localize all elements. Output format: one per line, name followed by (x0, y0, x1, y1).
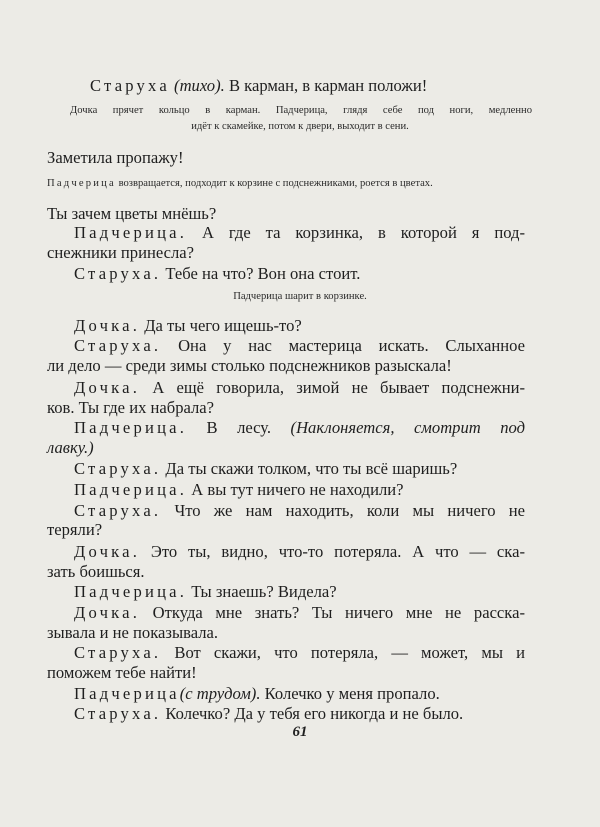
speaker: Старуха (90, 76, 170, 95)
line-5: Старуха. Тебе на что? Вон она стоит. (74, 264, 361, 283)
direction-2: Падчерица возвращается, подходит к корзине с подснежниками, роется в цветах. (47, 178, 433, 189)
line-4b: снежники принесла? (47, 243, 195, 262)
speaker: Падчерица (47, 178, 116, 189)
line-8b: ков. Ты где их набрала? (47, 398, 215, 417)
line-15b: зывала и не показывала. (47, 623, 219, 642)
stage-direction: (тихо). (174, 76, 225, 95)
line-12b: теряли? (47, 520, 103, 539)
direction-1a: Дочка прячет кольцо в карман. Падчерица, глядя себе под ноги, медленно (70, 105, 532, 116)
stage-direction: (Наклоняется, смотрит под (290, 418, 525, 437)
line-1 (90, 78, 427, 95)
line-8: Дочка. А ещё говорила, зимой не бывает подснежни- (74, 378, 525, 397)
line-14: Падчерица. Ты знаешь? Видела? (74, 582, 337, 601)
page-number: 61 (292, 724, 308, 740)
line-4: Падчерица. А где та корзинка, в которой я под- (74, 223, 525, 242)
speaker: Дочка. (74, 542, 141, 561)
speaker: Старуха. (74, 264, 162, 283)
line-6: Дочка. Да ты чего ищешь-то? (74, 316, 302, 335)
speaker: Дочка. (74, 316, 141, 335)
speaker: Старуха. (74, 459, 162, 478)
direction-3: Падчерица шарит в корзинке. (233, 291, 367, 302)
line-12: Старуха. Что же нам находить, коли мы ничего не (74, 501, 525, 520)
speaker: Дочка. (74, 378, 141, 397)
speaker: Старуха. (74, 336, 162, 355)
replica: В карман, в карман положи! (228, 76, 428, 95)
line-7b: ли дело — среди зимы столько подснежников разыскала! (47, 356, 452, 375)
stage-direction: (с трудом). (179, 684, 261, 703)
speaker: Падчерица. (74, 582, 188, 601)
line-11: Падчерица. А вы тут ничего не находили? (74, 480, 404, 499)
line-16: Старуха. Вот скажи, что потеряла, — может, мы и (74, 643, 525, 662)
line-13b: зать боишься. (47, 562, 145, 581)
speaker: Падчерица. (74, 418, 188, 437)
speaker: Старуха. (74, 501, 162, 520)
direction-1b: идёт к скамейке, потом к двери, выходит в сени. (191, 121, 409, 132)
line-3: Ты зачем цветы мнёшь? (47, 204, 217, 223)
line-17: Падчерица(с трудом). Колечко у меня пропало. (74, 684, 440, 703)
speaker: Старуха. (74, 643, 162, 662)
speaker: Падчерица (74, 684, 180, 703)
speaker: Падчерица. (74, 480, 188, 499)
speaker: Старуха. (74, 704, 162, 723)
line-10: Старуха. Да ты скажи толком, что ты всё шаришь? (74, 459, 458, 478)
line-15: Дочка. Откуда мне знать? Ты ничего мне не расска- (74, 603, 525, 622)
speaker: Дочка. (74, 603, 141, 622)
line-18: Старуха. Колечко? Да у тебя его никогда и не было. (74, 704, 464, 723)
speaker: Падчерица. (74, 223, 188, 242)
line-9b: лавку.) (47, 438, 94, 457)
line-16b: поможем тебе найти! (47, 663, 197, 682)
line-2: Заметила пропажу! (47, 148, 184, 167)
line-7: Старуха. Она у нас мастерица искать. Слыханное (74, 336, 525, 355)
line-13: Дочка. Это ты, видно, что-то потеряла. А что — ска- (74, 542, 526, 561)
line-9: Падчерица. В лесу. (Наклоняется, смотрит под (74, 418, 525, 437)
